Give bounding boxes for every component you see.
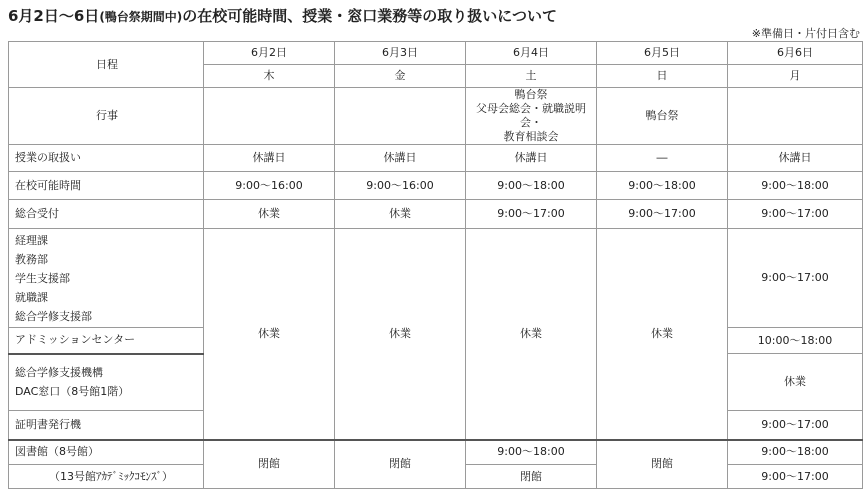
schedule-label: 日程: [9, 42, 204, 88]
hours-label: 在校可能時間: [9, 172, 204, 200]
certificate-label: 証明書発行機: [9, 411, 204, 440]
library-row: [9, 440, 863, 465]
classes-jun4: 休講日: [466, 145, 597, 172]
events-label: 行事: [9, 88, 204, 145]
closed-jun3: 休業: [335, 229, 466, 440]
events-jun6: [728, 88, 863, 145]
offices-label: [9, 229, 204, 328]
date-row: [9, 42, 863, 65]
library-jun2: 閉館: [204, 440, 335, 489]
classes-row: [9, 145, 863, 172]
classes-jun3: 休講日: [335, 145, 466, 172]
classes-jun5: ―: [597, 145, 728, 172]
hours-jun3: 9:00～16:00: [335, 172, 466, 200]
hours-row: [9, 172, 863, 200]
commons-label: （13号館ｱｶﾃﾞﾐｯｸｺﾓﾝｽﾞ）: [9, 465, 204, 489]
hours-jun6: 9:00～18:00: [728, 172, 863, 200]
office-accounting: 経理課: [15, 233, 48, 247]
dac-label: [9, 354, 204, 411]
reception-row: [9, 200, 863, 229]
closed-jun4: 休業: [466, 229, 597, 440]
admission-jun6: 10:00～18:00: [728, 328, 863, 354]
library-jun3: 閉館: [335, 440, 466, 489]
note-text: ※準備日・片付日含む: [751, 27, 860, 40]
office-academic-affairs: 教務部: [15, 252, 48, 266]
events-jun4-line1: 鴨台祭: [514, 88, 548, 101]
events-jun4-line2: 父母会総会・就職説明会・: [476, 102, 586, 129]
weekday-jun5: 日: [597, 65, 728, 88]
events-row: [9, 88, 863, 145]
weekday-jun4: 土: [466, 65, 597, 88]
library-label: 図書館（8号館）: [9, 440, 204, 465]
closed-jun2: 休業: [204, 229, 335, 440]
weekday-jun2: 木: [204, 65, 335, 88]
page-title: [8, 5, 557, 26]
schedule-table: [8, 41, 863, 489]
reception-jun5: 9:00～17:00: [597, 200, 728, 229]
events-jun4: [466, 88, 597, 145]
events-jun4-line3: 教育相談会: [503, 130, 559, 143]
reception-jun3: 休業: [335, 200, 466, 229]
weekday-jun3: 金: [335, 65, 466, 88]
library-jun4: 9:00～18:00: [466, 440, 597, 465]
events-jun5: 鴨台祭: [597, 88, 728, 145]
offices-row: [9, 229, 863, 328]
closed-jun5: 休業: [597, 229, 728, 440]
classes-label: 授業の取扱い: [9, 145, 204, 172]
title-period: (鴨台祭期間中): [99, 10, 183, 24]
certificate-jun6: 9:00～17:00: [728, 411, 863, 440]
dac-label-line1: 総合学修支援機構: [15, 366, 103, 380]
admission-label: アドミッションセンター: [9, 328, 204, 354]
reception-label: 総合受付: [9, 200, 204, 229]
commons-jun6: 9:00～17:00: [728, 465, 863, 489]
office-career: 就職課: [15, 290, 48, 304]
reception-jun6: 9:00～17:00: [728, 200, 863, 229]
classes-jun2: 休講日: [204, 145, 335, 172]
hours-jun4: 9:00～18:00: [466, 172, 597, 200]
date-jun5: 6月5日: [597, 42, 728, 65]
title-main-b: の在校可能時間、授業・窓口業務等の取り扱いについて: [182, 7, 557, 25]
date-jun2: 6月2日: [204, 42, 335, 65]
offices-jun6: 9:00～17:00: [728, 229, 863, 328]
office-learning-support: 総合学修支援部: [15, 309, 92, 323]
title-main-a: 6月2日～6日: [8, 7, 100, 25]
dac-jun6: 休業: [728, 354, 863, 411]
dac-label-line2: DAC窓口（8号館1階）: [15, 385, 130, 399]
hours-jun2: 9:00～16:00: [204, 172, 335, 200]
reception-jun2: 休業: [204, 200, 335, 229]
reception-jun4: 9:00～17:00: [466, 200, 597, 229]
date-jun4: 6月4日: [466, 42, 597, 65]
date-jun3: 6月3日: [335, 42, 466, 65]
commons-jun4: 閉館: [466, 465, 597, 489]
date-jun6: 6月6日: [728, 42, 863, 65]
events-jun2: [204, 88, 335, 145]
library-jun5: 閉館: [597, 440, 728, 489]
library-jun6: 9:00～18:00: [728, 440, 863, 465]
classes-jun6: 休講日: [728, 145, 863, 172]
hours-jun5: 9:00～18:00: [597, 172, 728, 200]
office-student-support: 学生支援部: [15, 271, 70, 285]
weekday-jun6: 月: [728, 65, 863, 88]
events-jun3: [335, 88, 466, 145]
